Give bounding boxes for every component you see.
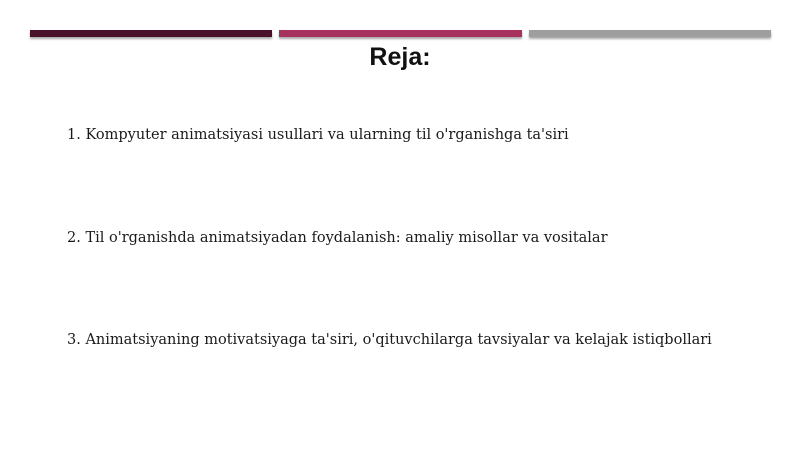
accent-bar-gray [529,30,771,37]
agenda-item: 1. Kompyuter animatsiyasi usullari va ularning til o'rganishga ta'siri [67,127,569,143]
header-accent-bars [30,30,771,37]
accent-bar-dark-maroon [30,30,272,37]
agenda-item: 2. Til o'rganishda animatsiyadan foydalanish: amaliy misollar va vositalar [67,230,608,246]
accent-bar-magenta [279,30,522,37]
agenda-item: 3. Animatsiyaning motivatsiyaga ta'siri, o'qituvchilarga tavsiyalar va kelajak istiqbollari [67,332,712,348]
slide-title: Reja: [369,43,431,71]
